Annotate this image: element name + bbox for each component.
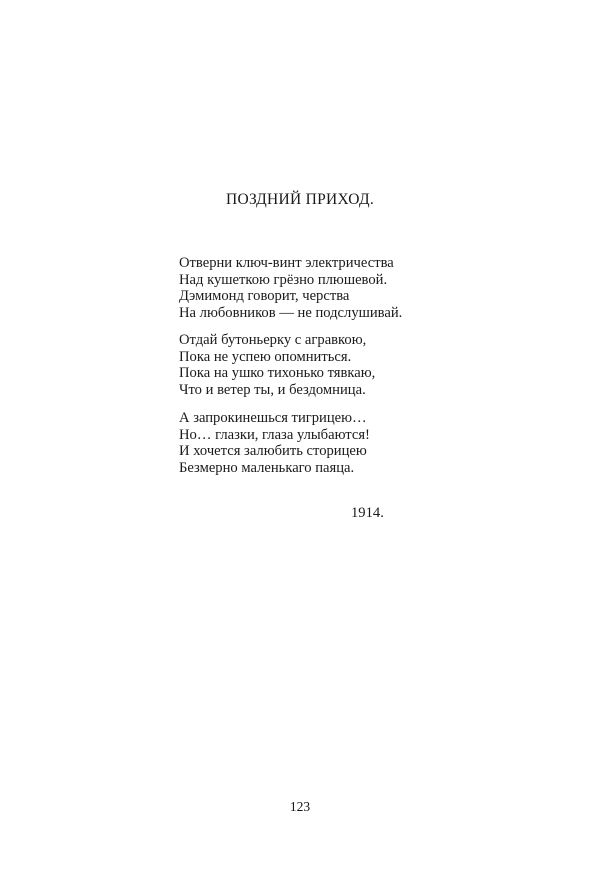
- poem-date: 1914.: [351, 505, 384, 521]
- poem-line: Но… глазки, глаза улыбаются!: [179, 426, 370, 443]
- poem-line: На любовников — не подслушивай.: [179, 304, 403, 321]
- poem-line: Безмерно маленькаго паяца.: [179, 459, 355, 476]
- poem-line: Отдай бутоньерку с агравкою,: [179, 332, 367, 348]
- poem-line: А запрокинешься тигрицею…: [179, 410, 367, 426]
- poem-line: Пока на ушко тихонько тявкаю,: [179, 365, 376, 382]
- stanza-3: [179, 410, 370, 476]
- poem-line: И хочется залюбить сторицею: [179, 443, 367, 460]
- poem-title: ПОЗДНИЙ ПРИХОД.: [225, 191, 375, 208]
- stanza-1: [179, 255, 402, 321]
- poem-line: Дэмимонд говорит, черства: [179, 288, 350, 305]
- poem-line: Над кушеткою грёзно плюшевой.: [179, 271, 388, 288]
- poem-line: Что и ветер ты, и бездомница.: [179, 381, 366, 398]
- stanza-2: [179, 332, 375, 398]
- page-number: 123: [289, 799, 311, 814]
- poem-line: Пока не успею опомниться.: [179, 348, 352, 365]
- poem-line: Отверни ключ-винт электричества: [179, 255, 394, 271]
